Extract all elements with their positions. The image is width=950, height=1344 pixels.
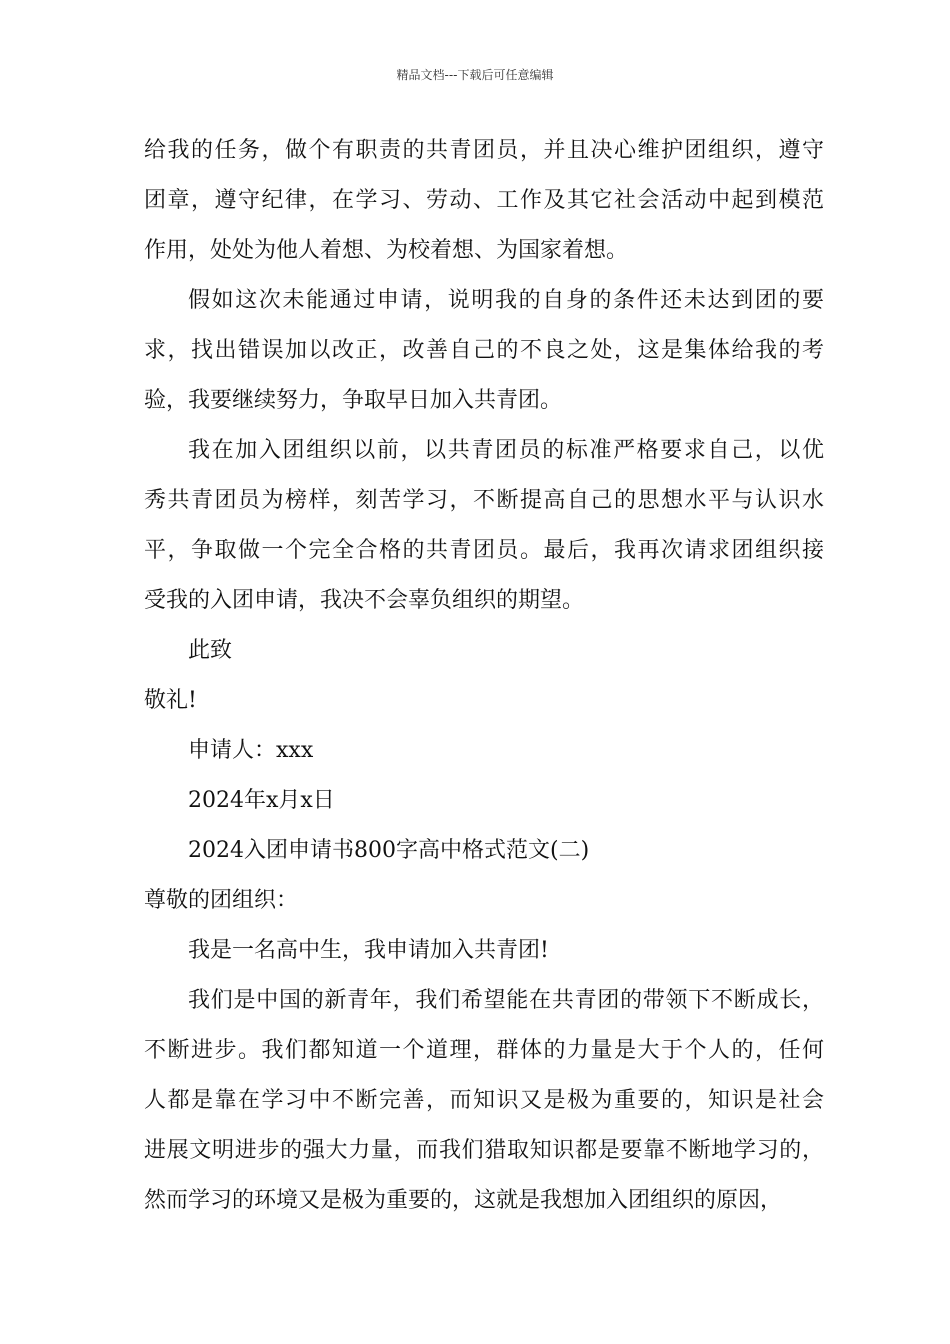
- text-line: 给我的任务，做个有职责的共青团员，并且决心维护团组织，遵守: [144, 138, 824, 163]
- text-line: 然而学习的环境又是极为重要的，这就是我想加入团组织的原因，: [144, 1188, 783, 1213]
- text-line: 进展文明进步的强大力量，而我们猎取知识都是要靠不断地学习的，: [144, 1138, 824, 1163]
- text-line: 不断进步。我们都知道一个道理，群体的力量是大于个人的，任何: [144, 1038, 824, 1063]
- closing-salutation: 此致: [188, 638, 233, 663]
- greeting: 尊敬的团组织：: [144, 888, 299, 913]
- text-line: 验，我要继续努力，争取早日加入共青团。: [144, 388, 563, 413]
- applicant-name: 申请人：xxx: [188, 738, 314, 763]
- text-line: 我们是中国的新青年，我们希望能在共青团的带领下不断成长，: [188, 988, 824, 1013]
- text-line: 作用，处处为他人着想、为校着想、为国家着想。: [144, 238, 629, 263]
- text-line: 求，找出错误加以改正，改善自己的不良之处，这是集体给我的考: [144, 338, 824, 363]
- text-line: 平，争取做一个完全合格的共青团员。最后，我再次请求团组织接: [144, 538, 824, 563]
- text-line: 人都是靠在学习中不断完善，而知识又是极为重要的，知识是社会: [144, 1088, 824, 1113]
- text-line: 假如这次未能通过申请，说明我的自身的条件还未达到团的要: [188, 288, 824, 313]
- closing-regards: 敬礼!: [144, 688, 197, 713]
- text-line: 我在加入团组织以前，以共青团员的标准严格要求自己，以优: [188, 438, 824, 463]
- text-line: 我是一名高中生，我申请加入共青团!: [188, 938, 549, 963]
- text-line: 受我的入团申请，我决不会辜负组织的期望。: [144, 588, 585, 613]
- application-date: 2024年x月x日: [188, 788, 335, 813]
- text-line: 秀共青团员为榜样，刻苦学习，不断提高自己的思想水平与认识水: [144, 488, 824, 513]
- section-title: 2024入团申请书800字高中格式范文(二): [188, 838, 590, 863]
- page-header: 精品文档---下载后可任意编辑: [396, 68, 554, 82]
- document-body: [144, 126, 824, 1226]
- text-line: 团章，遵守纪律，在学习、劳动、工作及其它社会活动中起到模范: [144, 188, 824, 213]
